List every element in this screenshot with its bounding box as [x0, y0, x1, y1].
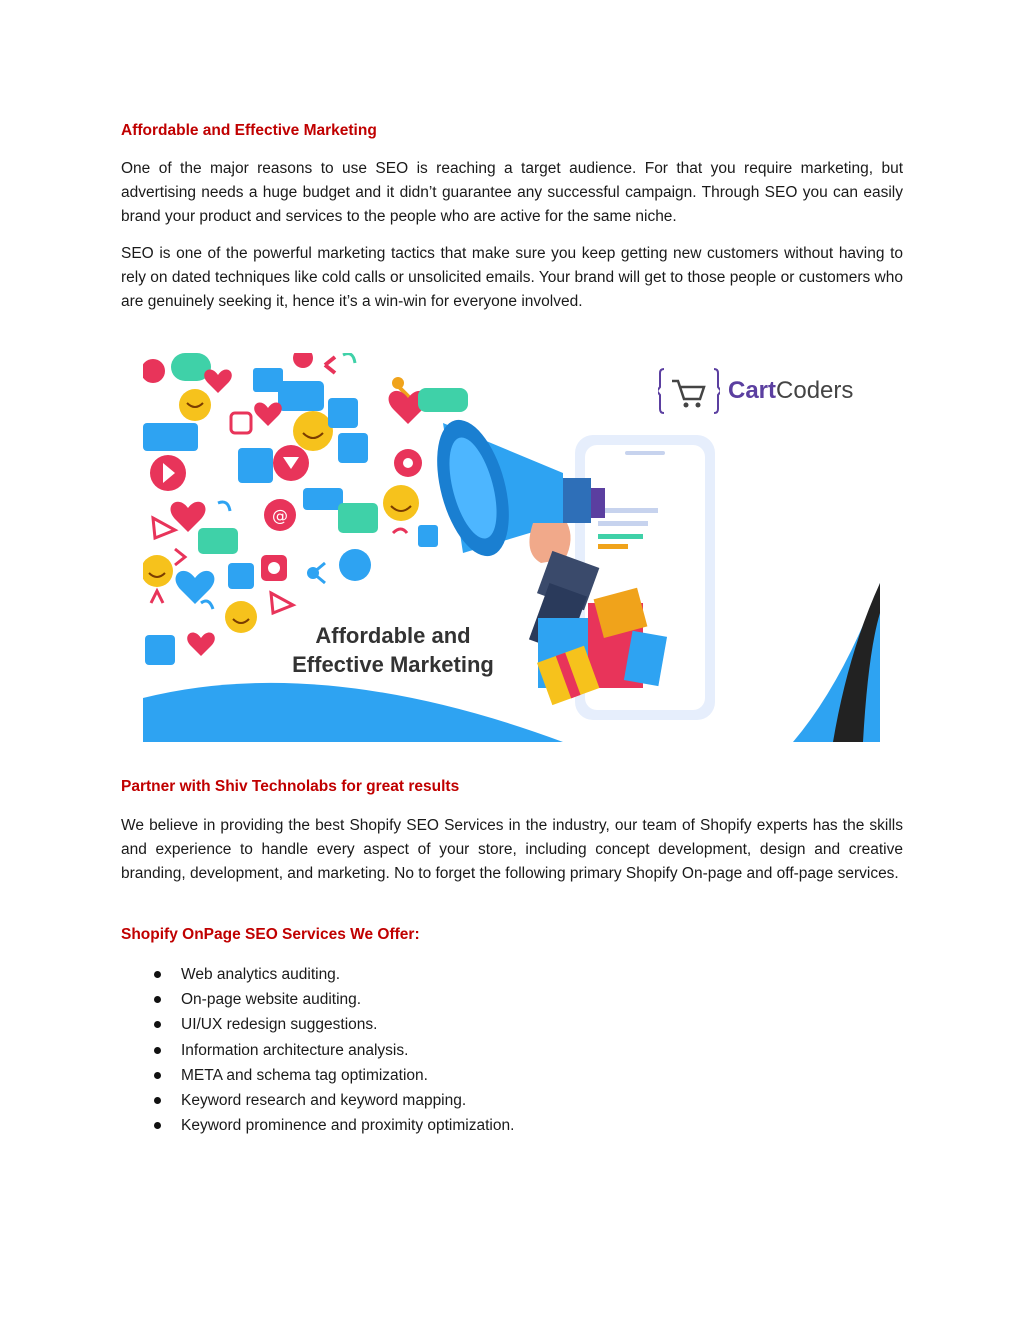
- bullet-icon: [154, 1047, 161, 1054]
- bullet-icon: [154, 1097, 161, 1104]
- section-heading-marketing: Affordable and Effective Marketing: [121, 122, 377, 139]
- list-item: Keyword research and keyword mapping.: [121, 1088, 514, 1113]
- paragraph-marketing-2: SEO is one of the powerful marketing tactics that make sure you keep getting new customers without having to rely on dated techniques like cold calls or unsolicited emails. Your brand will get to those people or customers who are genuinely seeking it, hence it’s a win-win for everyone involved.: [121, 245, 903, 310]
- list-item: Keyword prominence and proximity optimization.: [121, 1113, 514, 1138]
- paragraph-partner: We believe in providing the best Shopify SEO Services in the industry, our team of Shopify experts has the skills and experience to handle every aspect of your store, including concept development, design and creative branding, development, and marketing. No to forget the following primary Shopify On-page and off-page services.: [121, 817, 903, 882]
- section-heading-services: Shopify OnPage SEO Services We Offer:: [121, 926, 420, 943]
- services-list: [121, 962, 514, 1138]
- cart-icon: [658, 365, 720, 419]
- bullet-icon: [154, 971, 161, 978]
- svg-text:@: @: [272, 506, 288, 525]
- banner-illustration: [143, 353, 880, 742]
- bullet-icon: [154, 1122, 161, 1129]
- list-item: On-page website auditing.: [121, 987, 514, 1012]
- marketing-banner-image: [143, 353, 880, 742]
- banner-title: Affordable and Effective Marketing: [292, 623, 494, 677]
- list-item: Information architecture analysis.: [121, 1038, 514, 1063]
- list-item: Web analytics auditing.: [121, 962, 514, 987]
- social-icons-cloud: [143, 353, 468, 665]
- cartcoders-logo: CartCoders: [728, 377, 854, 404]
- wave-shape: [143, 683, 563, 742]
- bullet-icon: [154, 1072, 161, 1079]
- paragraph-marketing-1: One of the major reasons to use SEO is reaching a target audience. For that you require marketing, but advertising needs a huge budget and it didn’t guarantee any successful campaign. Through SEO you can easily brand your product and services to the people who are active for the same niche.: [121, 160, 903, 225]
- bullet-icon: [154, 996, 161, 1003]
- list-item: UI/UX redesign suggestions.: [121, 1012, 514, 1037]
- list-item: META and schema tag optimization.: [121, 1063, 514, 1088]
- section-heading-partner: Partner with Shiv Technolabs for great results: [121, 778, 460, 795]
- bullet-icon: [154, 1021, 161, 1028]
